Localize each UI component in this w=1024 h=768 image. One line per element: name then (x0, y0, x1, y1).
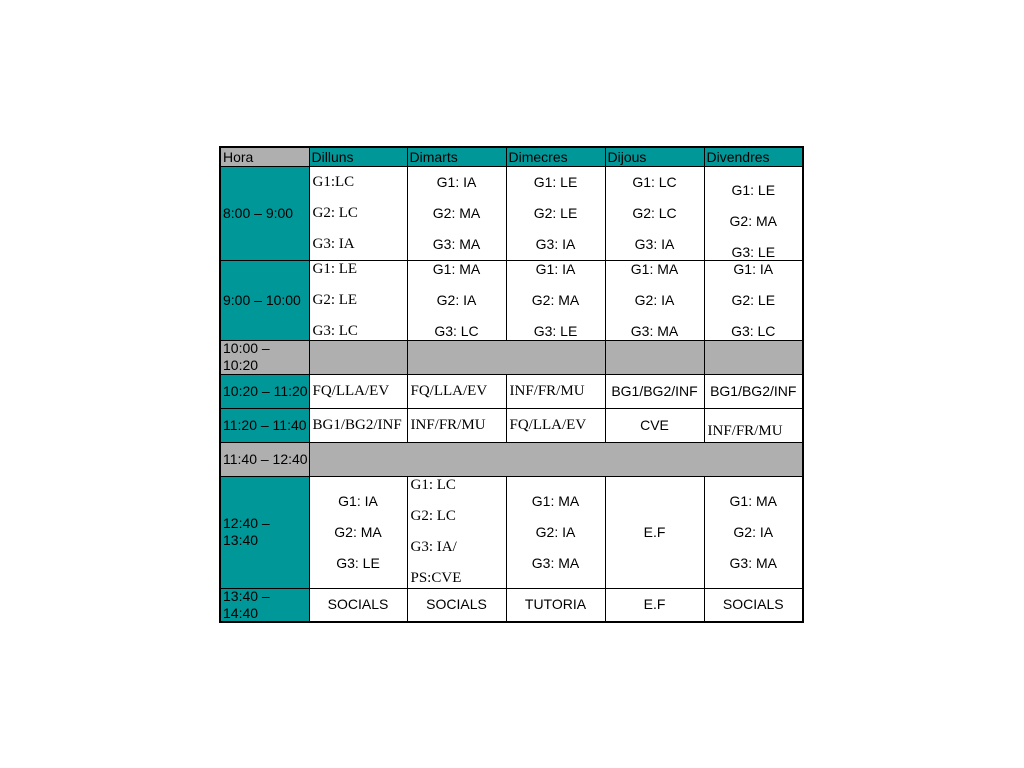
header-row (220, 147, 803, 166)
header-hora: Hora (220, 147, 309, 166)
lesson-line: G1: LC (632, 173, 677, 190)
lesson-line: G2: LE (731, 291, 776, 308)
lesson-line: G1: IA (535, 260, 576, 277)
lesson-line: G1: IA (733, 260, 774, 277)
cell-r4-dimarts (407, 374, 506, 408)
time-cell-1140-1240 (220, 442, 309, 476)
lesson-line: G2: LE (312, 291, 358, 308)
lesson-line: G1: MA (432, 260, 481, 277)
cell-r7-dimecres (506, 476, 605, 588)
cell-r2-divendres (704, 260, 803, 340)
time-cell-1120-1140 (220, 408, 309, 442)
lesson-line: G3: LE (731, 243, 776, 260)
lesson-line: INF/FR/MU (410, 416, 486, 433)
row-0900-1000 (220, 260, 803, 340)
lesson-line: INF/FR/MU (509, 382, 585, 399)
cell-r8-dijous (605, 588, 704, 622)
time-label: 12:40 – 13:40 (223, 515, 270, 548)
cell-r2-dilluns (309, 260, 407, 340)
cell-r4-dilluns (309, 374, 407, 408)
lesson-line: FQ/LLA/EV (509, 416, 587, 433)
lesson-line: G1: MA (729, 492, 777, 509)
time-label: 10:00 – 10:20 (223, 340, 270, 373)
cell-r1-divendres (704, 166, 803, 260)
timetable (219, 146, 804, 623)
cell-r5-dilluns (309, 408, 407, 442)
break-cell-all-days (309, 442, 803, 476)
lesson-line: G1:LC (312, 173, 355, 190)
cell-r5-dimecres (506, 408, 605, 442)
row-break-1000-1020 (220, 340, 803, 374)
cell-r8-divendres (704, 588, 803, 622)
cell-r7-dijous (605, 476, 704, 588)
time-cell-0900-1000 (220, 260, 309, 340)
cell-r7-dimarts (407, 476, 506, 588)
lesson-line: G2: MA (432, 204, 481, 221)
lesson-line: G3: MA (729, 554, 777, 571)
lesson-line: G2: MA (334, 523, 382, 540)
cell-r1-dimarts (407, 166, 506, 260)
cell-r4-dijous (605, 374, 704, 408)
row-1240-1340 (220, 476, 803, 588)
lesson-line: SOCIALS (327, 596, 389, 613)
time-cell-1000-1020 (220, 340, 309, 374)
lesson-line: G3: IA/ (410, 539, 457, 555)
cell-r4-divendres (704, 374, 803, 408)
cell-r1-dijous (605, 166, 704, 260)
header-dilluns: Dilluns (309, 147, 407, 166)
break-cell-dilluns (309, 340, 407, 374)
lesson-line: G2: LC (632, 204, 677, 221)
lesson-line: G3: MA (630, 322, 679, 339)
lesson-line: G1: LE (312, 260, 358, 277)
header-dimarts: Dimarts (407, 147, 506, 166)
lesson-line: PS:CVE (410, 570, 462, 586)
lesson-line: G3: LC (731, 322, 776, 339)
lesson-line: FQ/LLA/EV (410, 382, 488, 399)
time-cell-0800-0900 (220, 166, 309, 260)
header-dimecres: Dimecres (506, 147, 605, 166)
break-cell-dimarts-dimecres (407, 340, 605, 374)
lesson-line: G2: IA (634, 291, 675, 308)
cell-r1-dilluns (309, 166, 407, 260)
lesson-line: E.F (643, 596, 666, 613)
lesson-line: G1: LE (731, 181, 776, 198)
lesson-line: G3: LC (312, 322, 358, 339)
time-label: 13:40 – 14:40 (223, 587, 270, 621)
time-label: 10:20 – 11:20 (223, 382, 308, 399)
row-1020-1120 (220, 374, 803, 408)
lesson-line: G1: MA (630, 260, 679, 277)
lesson-line: G3: MA (531, 554, 580, 571)
cell-r2-dimarts (407, 260, 506, 340)
lesson-line: G1: IA (338, 492, 378, 509)
lesson-line: G1: IA (436, 173, 477, 190)
cell-r7-dilluns (309, 476, 407, 588)
cell-r8-dimecres (506, 588, 605, 622)
lesson-line: SOCIALS (426, 596, 487, 613)
lesson-line: INF/FR/MU (707, 422, 783, 439)
lesson-line: G3: MA (432, 235, 481, 252)
lesson-line: G1: LE (533, 173, 578, 190)
cell-r4-dimecres (506, 374, 605, 408)
lesson-line: SOCIALS (722, 596, 784, 613)
time-label: 8:00 – 9:00 (223, 204, 294, 221)
lesson-line: G3: LE (533, 322, 578, 339)
lesson-line: G3: IA (634, 235, 675, 252)
lesson-line: G3: LC (434, 322, 479, 339)
row-0800-0900 (220, 166, 803, 260)
row-break-1140-1240 (220, 442, 803, 476)
lesson-line: FQ/LLA/EV (312, 382, 390, 399)
lesson-line: G2: IA (535, 523, 576, 540)
lesson-line: G2: IA (436, 291, 477, 308)
header-dijous: Dijous (605, 147, 704, 166)
break-cell-divendres (704, 340, 803, 374)
cell-r5-divendres (704, 408, 803, 442)
lesson-line: G3: LE (336, 554, 380, 571)
lesson-line: G2: LC (312, 204, 358, 221)
lesson-line: G3: IA (312, 235, 355, 252)
cell-r8-dilluns (309, 588, 407, 622)
lesson-line: BG1/BG2/INF (312, 416, 402, 433)
lesson-line: G2: MA (531, 291, 580, 308)
time-label: 9:00 – 10:00 (223, 291, 301, 308)
lesson-line: G2: LE (533, 204, 578, 221)
time-label: 11:20 – 11:40 (223, 416, 307, 433)
lesson-line: G2: IA (733, 523, 774, 540)
lesson-line: G1: MA (531, 492, 580, 509)
time-cell-1240-1340 (220, 476, 309, 588)
lesson-line: CVE (640, 416, 669, 433)
cell-r5-dijous (605, 408, 704, 442)
cell-r8-dimarts (407, 588, 506, 622)
lesson-line: BG1/BG2/INF (710, 382, 797, 399)
cell-r7-divendres (704, 476, 803, 588)
lesson-line: BG1/BG2/INF (611, 382, 698, 399)
break-cell-dijous (605, 340, 704, 374)
cell-r2-dimecres (506, 260, 605, 340)
time-label: 11:40 – 12:40 (223, 450, 308, 467)
cell-r1-dimecres (506, 166, 605, 260)
cell-r2-dijous (605, 260, 704, 340)
cell-r5-dimarts (407, 408, 506, 442)
time-cell-1020-1120 (220, 374, 309, 408)
row-1120-1140 (220, 408, 803, 442)
lesson-line: G1: LC (410, 477, 456, 493)
lesson-line: G2: MA (729, 212, 777, 229)
lesson-line: G3: IA (535, 235, 576, 252)
lesson-line: TUTORIA (524, 596, 587, 613)
lesson-line: G2: LC (410, 508, 456, 524)
row-1340-1440 (220, 588, 803, 622)
time-cell-1340-1440 (220, 588, 309, 622)
lesson-line: E.F (643, 523, 666, 540)
header-divendres: Divendres (704, 147, 803, 166)
